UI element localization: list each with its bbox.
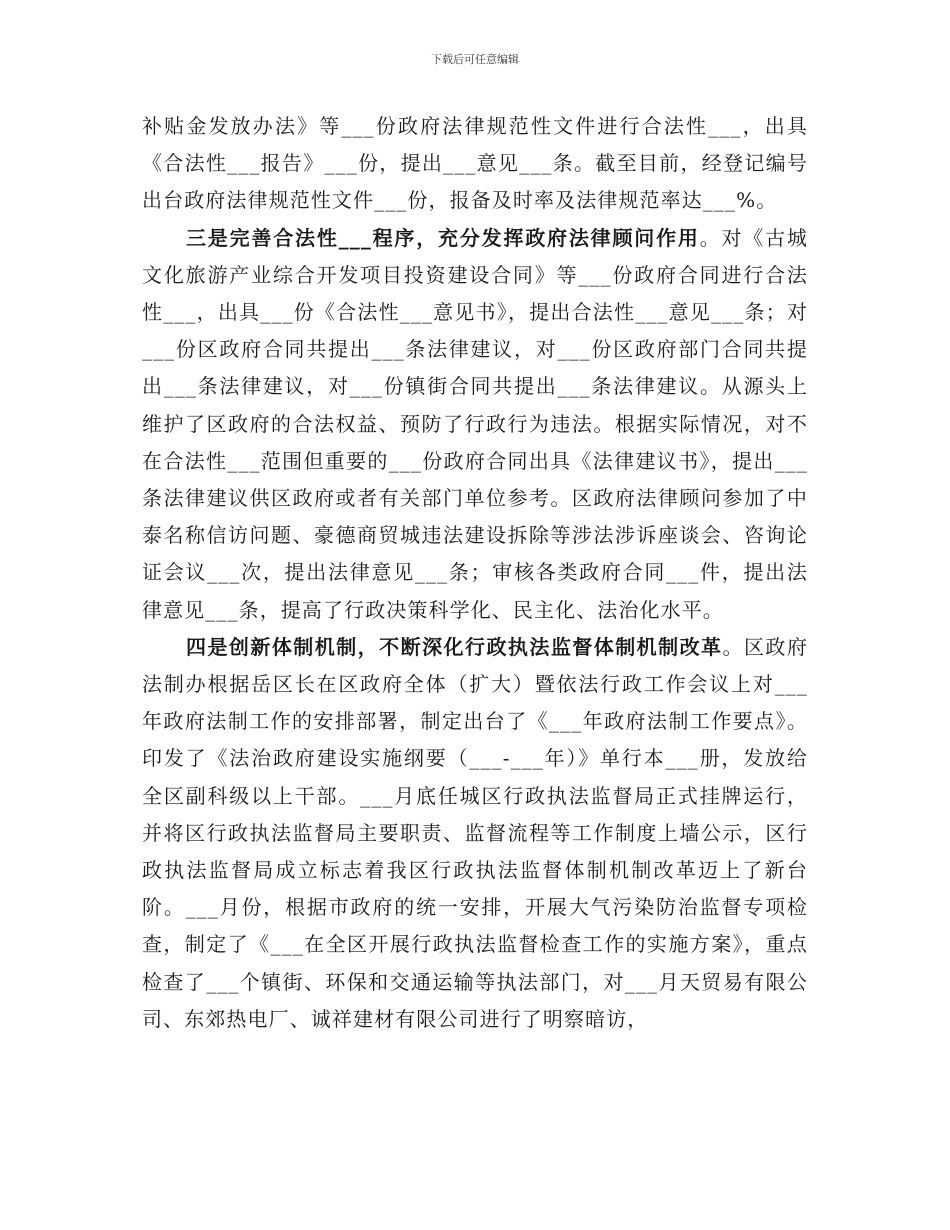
document-body	[142, 108, 808, 1038]
paragraph-item-three	[142, 220, 808, 629]
paragraph-item-four	[142, 629, 808, 1038]
page-header: 下载后可任意编辑	[431, 53, 519, 66]
paragraph-text: 。对《古城文化旅游产业综合开发项目投资建设合同》等___份政府合同进行合法性___，出具___份《合法性___意见书》，提出合法性___意见___条；对___份区政府合同共提出___条法律建议，对___份区政府部门合同共提出___条法律建议，对___份镇街合同共提出___条法律建议。从源头上维护了区政府的合法权益、预防了行政行为违法。根据实际情况，对不在合法性___范围但重要的___份政府合同出具《法律建议书》，提出___条法律建议供区政府或者有关部门单位参考。区政府法律顾问参加了中泰名称信访问题、豪德商贸城违法建设拆除等涉法涉诉座谈会、咨询论证会议___次，提出法律意见___条；审核各类政府合同___件，提出法律意见___条，提高了行政决策科学化、民主化、法治化水平。	[142, 225, 809, 622]
paragraph-text: 。区政府法制办根据岳区长在区政府全体（扩大）暨依法行政工作会议上对___年政府法制工作的安排部署，制定出台了《___年政府法制工作要点》。印发了《法治政府建设实施纲要（___-___年）》单行本___册，发放给全区副科级以上干部。___月底任城区行政执法监督局正式挂牌运行，并将区行政执法监督局主要职责、监督流程等工作制度上墙公示，区行政执法监督局成立标志着我区行政执法监督体制机制改革迈上了新台阶。___月份，根据市政府的统一安排，开展大气污染防治监督专项检查，制定了《___在全区开展行政执法监督检查工作的实施方案》，重点检查了___个镇街、环保和交通运输等执法部门，对___月天贸易有限公司、东郊热电厂、诚祥建材有限公司进行了明察暗访，	[142, 634, 808, 1031]
paragraph-continuation	[142, 108, 808, 220]
paragraph-lead-heading: 三是完善合法性___程序，充分发挥政府法律顾问作用	[186, 225, 700, 250]
paragraph-lead-heading: 四是创新体制机制，不断深化行政执法监督体制机制改革	[186, 634, 723, 659]
paragraph-text: 补贴金发放办法》等___份政府法律规范性文件进行合法性___，出具《合法性___报告》___份，提出___意见___条。截至目前，经登记编号出台政府法律规范性文件___份，报备及时率及法律规范率达___%。	[142, 114, 808, 213]
